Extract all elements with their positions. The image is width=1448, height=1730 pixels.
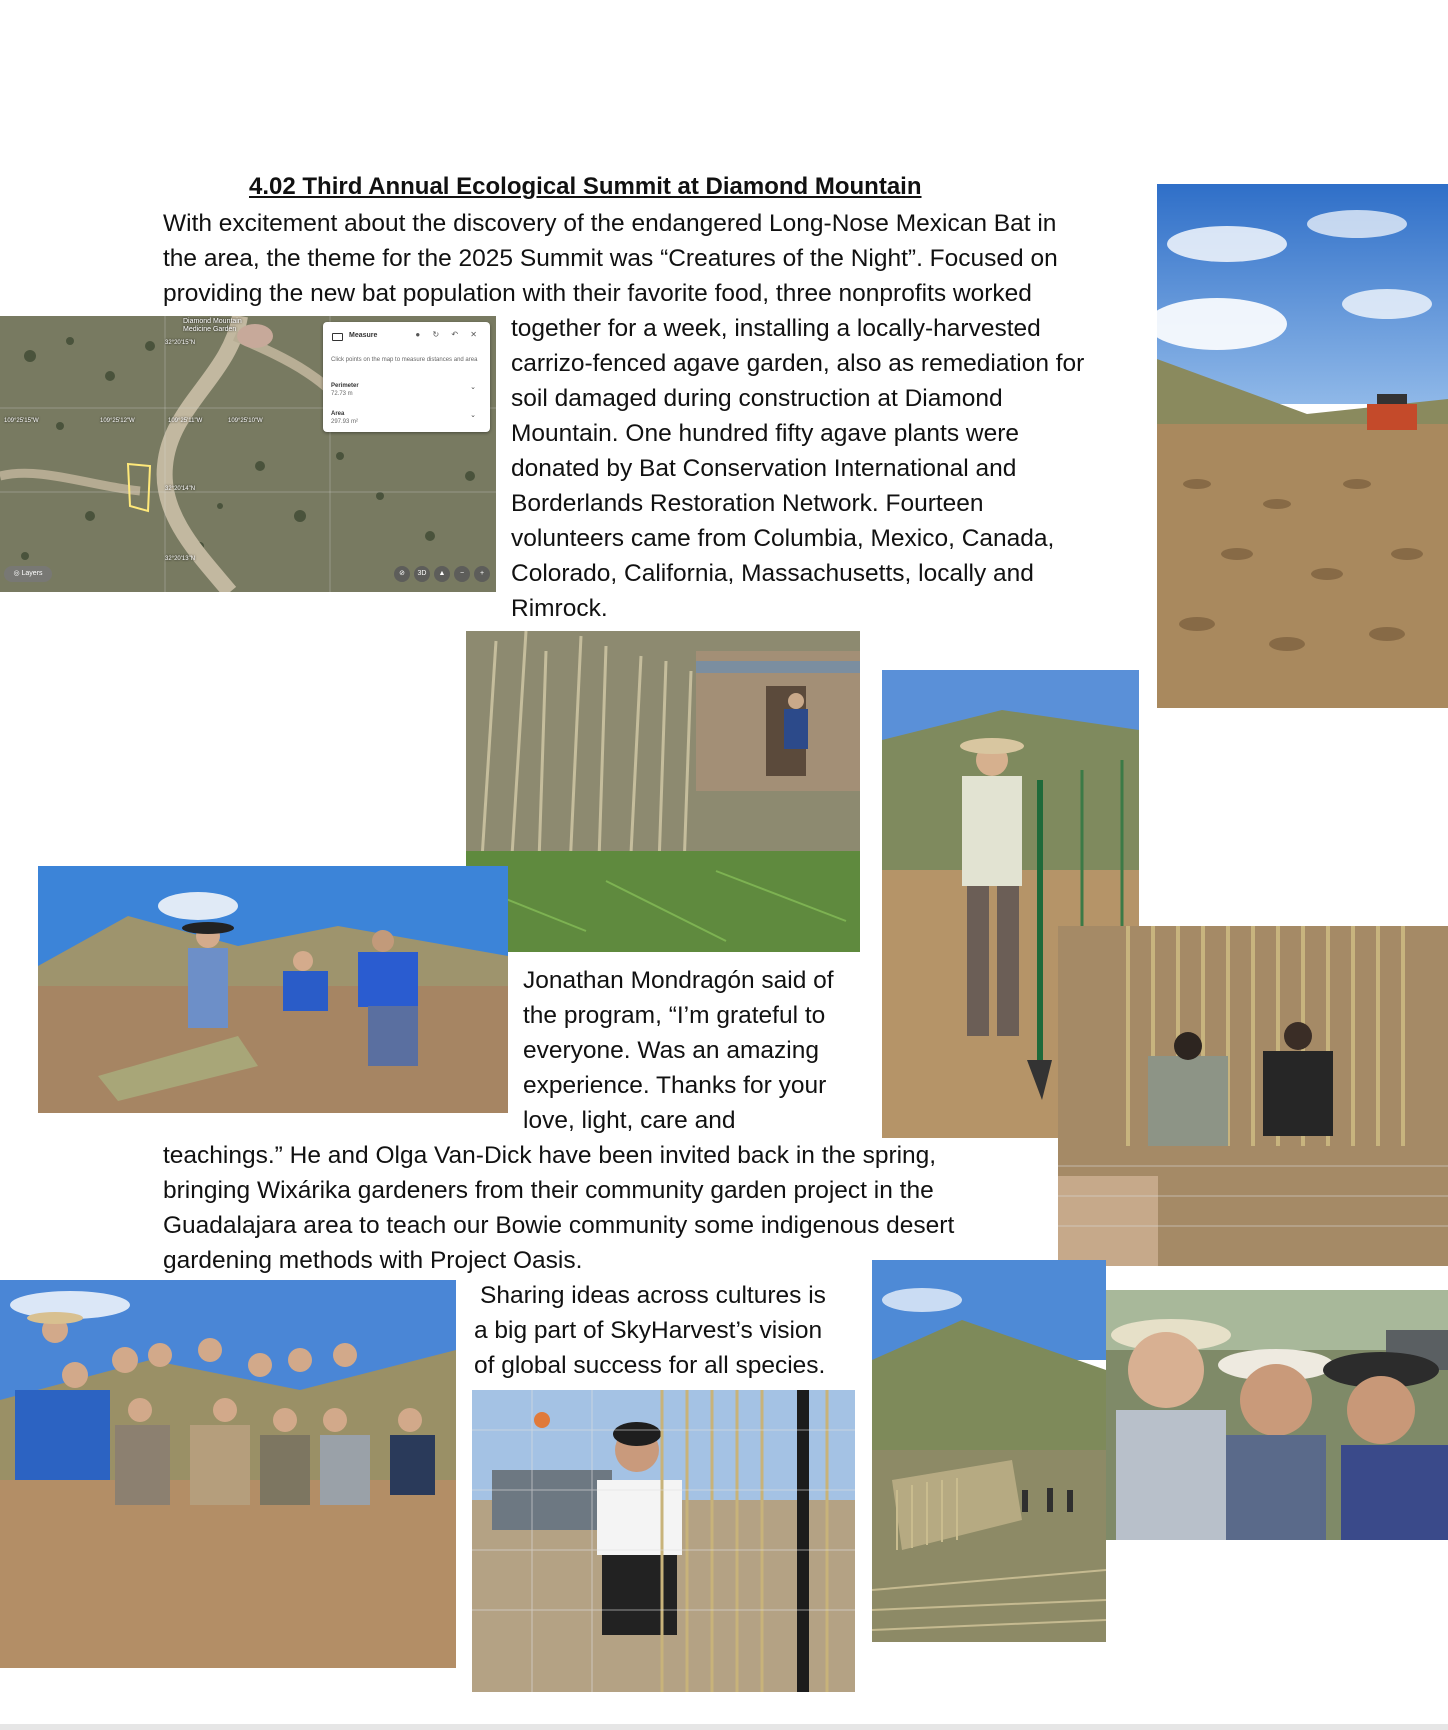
paragraph-1-line-12: Rimrock. <box>511 595 608 622</box>
layers-button[interactable]: ◎ Layers <box>4 566 52 582</box>
chevron-down-icon[interactable]: ⌄ <box>470 384 476 391</box>
paragraph-1-line-9: Borderlands Restoration Network. Fourteen <box>511 490 984 517</box>
map-coordinate: 109°25'10"W <box>228 418 263 424</box>
paragraph-1-line-10: volunteers came from Columbia, Mexico, Canada, <box>511 525 1055 552</box>
map-coordinate: 32°20'14"N <box>165 486 196 492</box>
closing-line-1: Sharing ideas across cultures is <box>480 1282 826 1309</box>
quote-line-9: gardening methods with Project Oasis. <box>163 1247 583 1274</box>
map-place-label: Diamond Mountain Medicine Garden <box>183 318 242 333</box>
carrizo-cane-photo <box>466 631 860 952</box>
quote-line-8: Guadalajara area to teach our Bowie community some indigenous desert <box>163 1212 955 1239</box>
fence-building-photo <box>1058 926 1448 1266</box>
chevron-down-icon[interactable]: ⌄ <box>470 412 476 419</box>
quote-line-3: everyone. Was an amazing <box>523 1037 819 1064</box>
measure-panel[interactable] <box>323 322 490 432</box>
quote-line-2: the program, “I’m grateful to <box>523 1002 826 1029</box>
paragraph-1-line-6: soil damaged during construction at Diamond <box>511 385 1003 412</box>
map-coordinate: 32°20'13"N <box>165 556 196 562</box>
satellite-map-screenshot <box>0 316 496 592</box>
area-value: 297.93 m² <box>331 419 359 425</box>
map-coordinate: 109°25'12"W <box>100 418 135 424</box>
article-title: 4.02 Third Annual Ecological Summit at Diamond Mountain <box>249 173 922 200</box>
paragraph-1-line-4: together for a week, installing a locally-harvested <box>511 315 1041 342</box>
panel-action-icons[interactable]: ● ↻ ↶ ✕ <box>415 330 482 339</box>
compass-icon[interactable]: ▲ <box>434 566 450 582</box>
no-entry-icon[interactable]: ⊘ <box>394 566 410 582</box>
paragraph-1-line-8: donated by Bat Conservation International and <box>511 455 1017 482</box>
three-friends-photo <box>1106 1290 1448 1540</box>
quote-line-5: love, light, care and <box>523 1107 736 1134</box>
hillside-fence-photo <box>872 1260 1106 1642</box>
zoom-out-button[interactable]: − <box>454 566 470 582</box>
paragraph-1-line-1: With excitement about the discovery of the endangered Long-Nose Mexican Bat in <box>163 210 1057 237</box>
paragraph-1-line-7: Mountain. One hundred fifty agave plants were <box>511 420 1020 447</box>
quote-line-7: bringing Wixárika gardeners from their community garden project in the <box>163 1177 934 1204</box>
area-label: Area <box>331 411 345 417</box>
paragraph-1-line-11: Colorado, California, Massachusetts, locally and <box>511 560 1034 587</box>
paragraph-1-line-2: the area, the theme for the 2025 Summit was “Creatures of the Night”. Focused on <box>163 245 1058 272</box>
planting-crew-photo <box>38 866 508 1113</box>
paragraph-1-line-5: carrizo-fenced agave garden, also as remediation for <box>511 350 1085 377</box>
group-photo <box>0 1280 456 1668</box>
measure-panel-title: Measure <box>349 332 378 339</box>
closing-line-3: of global success for all species. <box>474 1352 826 1379</box>
quote-line-4: experience. Thanks for your <box>523 1072 827 1099</box>
perimeter-value: 72.73 m <box>331 391 353 397</box>
map-coordinate: 109°25'15"W <box>4 418 39 424</box>
map-coordinate: 109°25'11"W <box>168 418 203 424</box>
page-bottom-rule <box>0 1724 1448 1730</box>
ruler-icon <box>332 333 343 341</box>
closing-line-2: a big part of SkyHarvest’s vision <box>474 1317 823 1344</box>
quote-line-1: Jonathan Mondragón said of <box>523 967 834 994</box>
zoom-in-button[interactable]: + <box>474 566 490 582</box>
agave-field-photo <box>1157 184 1448 708</box>
3d-button[interactable]: 3D <box>414 566 430 582</box>
paragraph-1-line-3: providing the new bat population with their favorite food, three nonprofits worked <box>163 280 1032 307</box>
measure-instructions: Click points on the map to measure distances and area <box>331 357 478 363</box>
map-controls <box>394 566 490 582</box>
map-coordinate: 32°20'15"N <box>165 340 196 346</box>
quote-line-6: teachings.” He and Olga Van-Dick have been invited back in the spring, <box>163 1142 937 1169</box>
fence-weaving-photo <box>472 1390 855 1692</box>
perimeter-label: Perimeter <box>331 383 359 389</box>
